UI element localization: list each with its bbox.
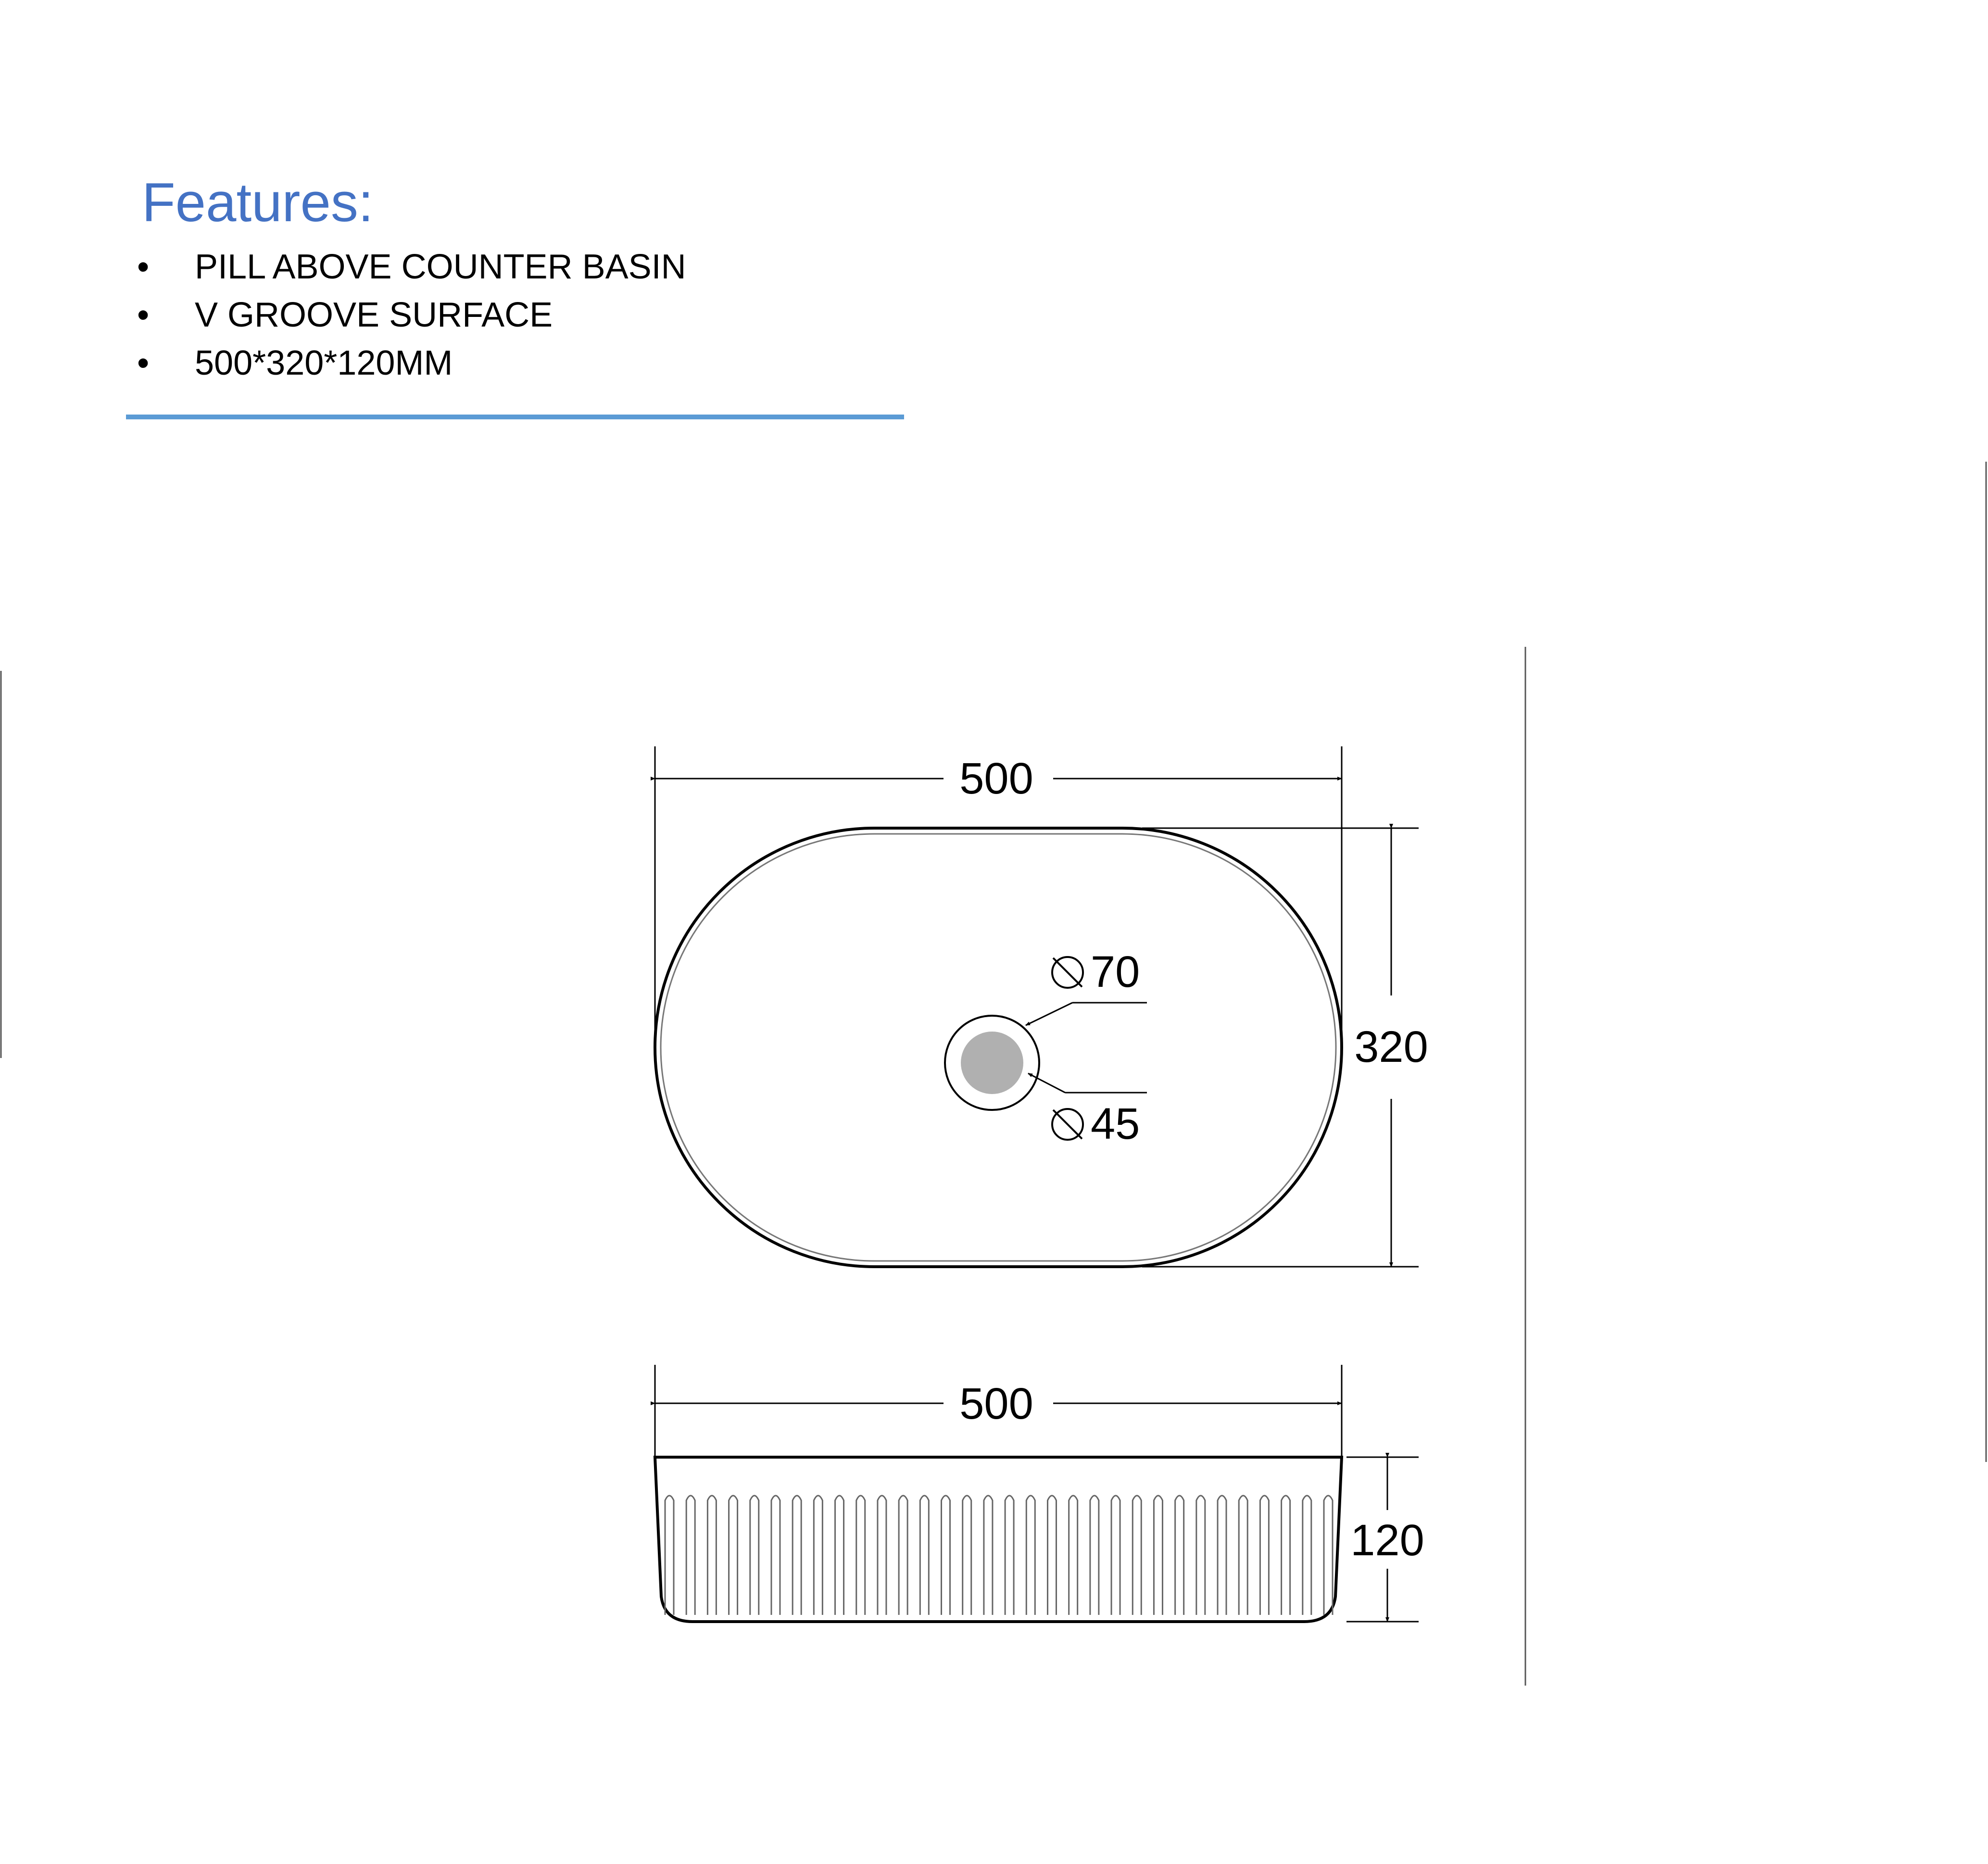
leader-70-arrow bbox=[1026, 1003, 1072, 1025]
bullet-icon: • bbox=[137, 296, 150, 334]
groove-line bbox=[878, 1496, 886, 1615]
groove-line bbox=[942, 1496, 950, 1615]
groove-line bbox=[1196, 1496, 1205, 1615]
groove-line bbox=[1154, 1496, 1162, 1615]
groove-line bbox=[1132, 1496, 1141, 1615]
groove-line bbox=[1090, 1496, 1099, 1615]
groove-line bbox=[1282, 1496, 1290, 1615]
side-view bbox=[655, 1365, 1424, 1622]
v-groove-pattern bbox=[665, 1496, 1333, 1615]
diameter-slash-70-icon bbox=[1053, 958, 1082, 987]
groove-line bbox=[1218, 1496, 1226, 1615]
feature-item: • V GROOVE SURFACE bbox=[137, 296, 553, 334]
diameter-slash-45-icon bbox=[1053, 1110, 1082, 1139]
groove-line bbox=[665, 1496, 674, 1615]
groove-line bbox=[920, 1496, 929, 1615]
groove-line bbox=[750, 1496, 759, 1615]
groove-line bbox=[856, 1496, 865, 1615]
feature-item: • PILL ABOVE COUNTER BASIN bbox=[137, 248, 686, 286]
groove-line bbox=[814, 1496, 822, 1615]
groove-line bbox=[1303, 1496, 1311, 1615]
groove-line bbox=[1047, 1496, 1056, 1615]
top-view bbox=[655, 746, 1428, 1267]
groove-line bbox=[793, 1496, 801, 1615]
depth-dimension-label: 320 bbox=[1354, 1022, 1428, 1071]
groove-line bbox=[1260, 1496, 1269, 1615]
feature-item: • 500*320*120MM bbox=[137, 344, 453, 382]
drain-hole bbox=[961, 1032, 1023, 1094]
groove-line bbox=[1111, 1496, 1120, 1615]
groove-line bbox=[729, 1496, 738, 1615]
outer-diameter-label: 70 bbox=[1091, 947, 1140, 996]
side-width-dimension-label: 500 bbox=[959, 1379, 1033, 1428]
inner-diameter-label: 45 bbox=[1091, 1099, 1140, 1148]
groove-line bbox=[686, 1496, 695, 1615]
groove-line bbox=[1026, 1496, 1035, 1615]
groove-line bbox=[1005, 1496, 1014, 1615]
groove-line bbox=[1069, 1496, 1078, 1615]
height-dimension-label: 120 bbox=[1350, 1516, 1424, 1565]
groove-line bbox=[1175, 1496, 1184, 1615]
groove-line bbox=[1239, 1496, 1247, 1615]
bullet-icon: • bbox=[137, 344, 150, 382]
groove-line bbox=[707, 1496, 716, 1615]
groove-line bbox=[899, 1496, 907, 1615]
groove-line bbox=[963, 1496, 971, 1615]
groove-line bbox=[984, 1496, 993, 1615]
bullet-icon: • bbox=[137, 248, 150, 286]
features-title: Features: bbox=[142, 172, 374, 233]
groove-line bbox=[1324, 1496, 1333, 1615]
width-dimension-label: 500 bbox=[959, 754, 1033, 803]
groove-line bbox=[771, 1496, 780, 1615]
groove-line bbox=[835, 1496, 844, 1615]
